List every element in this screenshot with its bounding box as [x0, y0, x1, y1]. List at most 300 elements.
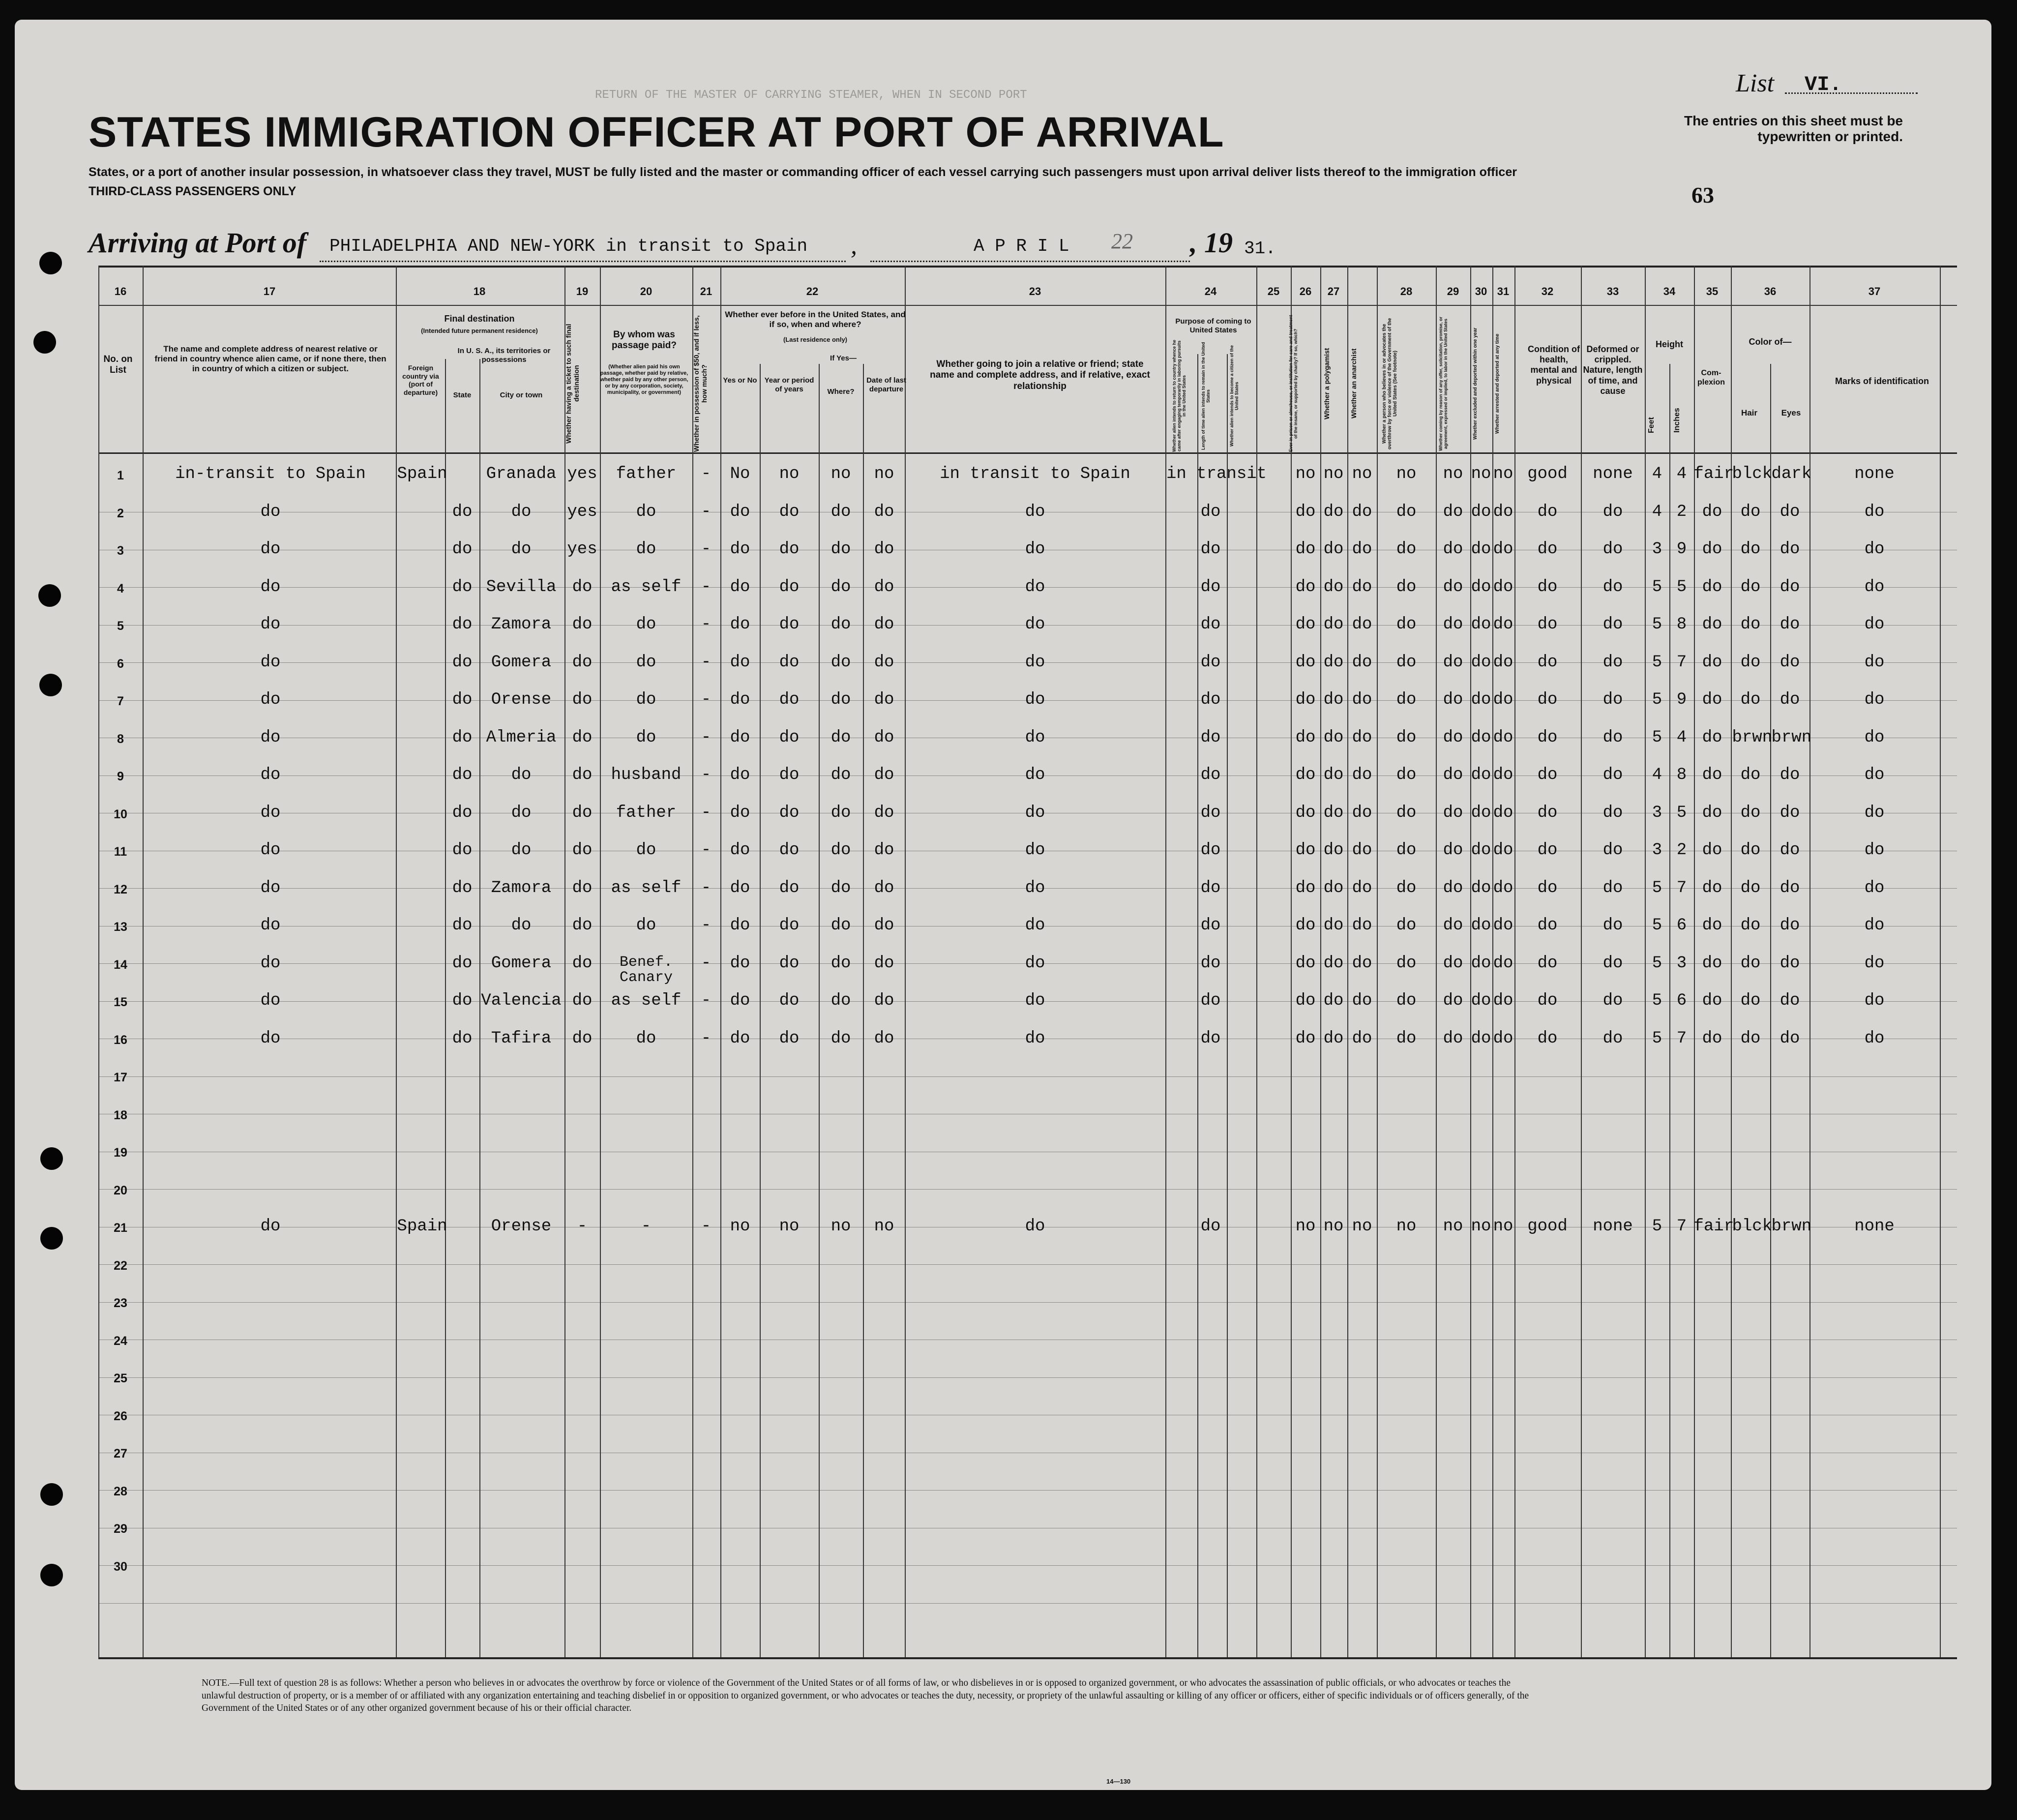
cell-feet: 3	[1652, 540, 1662, 559]
cell-q31: do	[1493, 577, 1513, 597]
cell-where: do	[831, 1029, 851, 1048]
cell-hair: do	[1740, 690, 1761, 709]
cell-cond: do	[1537, 728, 1558, 747]
column-number: 25	[1267, 285, 1280, 298]
page-title: STATES IMMIGRATION OFFICER AT PORT OF ARRIVAL	[89, 109, 1224, 156]
cell-date: do	[874, 653, 894, 672]
cell-eyes: do	[1780, 577, 1800, 597]
cell-deformed: do	[1602, 991, 1623, 1010]
cell-paid: do	[636, 653, 656, 672]
cell-marks: none	[1854, 1217, 1895, 1236]
cell-eyes: do	[1780, 540, 1800, 559]
cell-marks: do	[1864, 841, 1885, 860]
cell-paid: do	[636, 916, 656, 935]
cell-yesno: do	[730, 502, 750, 521]
cell-feet: 5	[1652, 1029, 1662, 1048]
cell-q27: do	[1352, 577, 1372, 597]
cell-paid: -	[641, 1217, 652, 1236]
cell-feet: 5	[1652, 728, 1662, 747]
cell-relative: do	[260, 878, 281, 897]
cell-join: do	[1025, 841, 1045, 860]
cell-inches: 8	[1676, 615, 1687, 634]
cell-compl: do	[1702, 653, 1722, 672]
cell-where: do	[831, 653, 851, 672]
cell-q27: no	[1352, 1217, 1372, 1236]
cell-q28: do	[1396, 615, 1417, 634]
cell-hair: do	[1740, 502, 1761, 521]
row-number: 10	[114, 807, 127, 821]
cell-q29: do	[1443, 991, 1463, 1010]
cell-q31: do	[1493, 653, 1513, 672]
cell-fifty: -	[701, 728, 712, 747]
cell-join: do	[1025, 991, 1045, 1010]
cell-q26: do	[1323, 991, 1344, 1010]
header-purpose-b: Length of time alien intends to remain in the United States	[1201, 342, 1211, 450]
cell-eyes: do	[1780, 502, 1800, 521]
cell-relative: do	[260, 615, 281, 634]
cell-q28: do	[1396, 690, 1417, 709]
cell-feet: 4	[1652, 766, 1662, 784]
cell-q27: do	[1352, 690, 1372, 709]
binder-hole	[40, 1227, 63, 1250]
cell-ticket: do	[572, 577, 593, 597]
cell-q25: no	[1295, 465, 1316, 483]
cell-years: do	[779, 803, 800, 822]
cell-years: do	[779, 728, 800, 747]
cell-marks: do	[1864, 502, 1885, 521]
comma: ,	[851, 232, 857, 260]
cell-q27: do	[1352, 916, 1372, 935]
cell-yesno: No	[730, 465, 750, 483]
cell-q25: do	[1295, 540, 1316, 559]
header-q29: Whether coming by reason of any offer, solicitation, promise, or agreement, expressed or implied, to labor in the United States	[1438, 316, 1448, 451]
cell-hair: do	[1740, 803, 1761, 822]
cell-q30: do	[1471, 878, 1491, 897]
column-number-rule	[98, 305, 1957, 306]
cell-relative: do	[260, 577, 281, 597]
cell-ticket: yes	[567, 502, 597, 521]
cell-q28: do	[1396, 954, 1417, 973]
cell-fifty: -	[701, 465, 712, 483]
cell-years: do	[779, 540, 800, 559]
header-purpose: Purpose of coming to United States	[1175, 317, 1251, 334]
cell-deformed: do	[1602, 1029, 1623, 1048]
cell-q27: do	[1352, 954, 1372, 973]
cell-q29: do	[1443, 954, 1463, 973]
cell-inches: 7	[1676, 878, 1687, 897]
cell-city: do	[511, 803, 532, 822]
cell-years: do	[779, 577, 800, 597]
cell-q29: do	[1443, 615, 1463, 634]
cell-q29: do	[1443, 540, 1463, 559]
cell-q28: do	[1396, 653, 1417, 672]
column-rule	[1940, 266, 1941, 1657]
cell-years: do	[779, 690, 800, 709]
cell-cond: do	[1537, 1029, 1558, 1048]
cell-hair: do	[1740, 954, 1761, 973]
cell-cond: good	[1527, 1217, 1568, 1236]
row-number: 28	[114, 1484, 127, 1498]
cell-deformed: do	[1602, 653, 1623, 672]
row-number: 25	[114, 1372, 127, 1385]
cell-feet: 5	[1652, 954, 1662, 973]
cell-yesno: do	[730, 954, 750, 973]
cell-eyes: do	[1780, 916, 1800, 935]
column-number: 26	[1299, 285, 1312, 298]
cell-ticket: do	[572, 615, 593, 634]
cell-q29: do	[1443, 841, 1463, 860]
cell-yesno: do	[730, 653, 750, 672]
row-number: 17	[114, 1071, 127, 1084]
cell-where: do	[831, 766, 851, 784]
cell-marks: do	[1864, 916, 1885, 935]
cell-hair: do	[1740, 1029, 1761, 1048]
row-number: 8	[117, 732, 124, 746]
cell-q30: do	[1471, 577, 1491, 597]
cell-relative: do	[260, 690, 281, 709]
cell-city: Granada	[486, 465, 557, 483]
cell-date: do	[874, 916, 894, 935]
cell-q29: do	[1443, 766, 1463, 784]
footnote-question-28: NOTE.—Full text of question 28 is as follows: Whether a person who believes in or advocates the overthrow by force or violence of the Government of the United States or of all forms of law, or who disbelieves in or is opposed to organized government, or who advocates the assassination of public officials, or who advocates or teaches the unlawful destruction of property, or is a member of or affiliated with any organization entertaining and teaching disbelief in or opposition to organized government, or who advocates or teaches the duty, necessity, or propriety of the unlawful assaulting or killing of any officer or officers, either of specific individuals or of officers generally, of the Government of the United States or of any other organized government because of his or their official character.	[202, 1678, 1529, 1714]
header-inches: Inches	[1673, 408, 1681, 433]
cell-inches: 3	[1676, 954, 1687, 973]
binder-hole	[40, 1147, 63, 1170]
column-number: 22	[806, 285, 819, 298]
cell-p24: do	[1200, 878, 1221, 897]
cell-q30: do	[1471, 916, 1491, 935]
header-condition: Condition of health, mental and physical	[1528, 344, 1580, 386]
row-rule	[98, 1377, 1957, 1378]
cell-fifty: -	[701, 502, 712, 521]
cell-city: do	[511, 766, 532, 784]
header-relative: The name and complete address of nearest relative or friend in country whence alien came, or if none there, then in country of which a citizen or subject.	[154, 344, 386, 374]
year-suffix: 31.	[1244, 239, 1276, 259]
header-fifty-dollars: Whether in possession of $50, and if less, how much?	[692, 315, 708, 452]
cell-deformed: none	[1593, 1217, 1633, 1236]
row-number: 19	[114, 1146, 127, 1160]
cell-join: do	[1025, 540, 1045, 559]
cell-q26: do	[1323, 615, 1344, 634]
row-number: 2	[117, 506, 124, 520]
cell-q31: do	[1493, 540, 1513, 559]
cell-feet: 5	[1652, 615, 1662, 634]
cell-cond: do	[1537, 690, 1558, 709]
cell-date: do	[874, 502, 894, 521]
column-rule	[692, 266, 693, 1657]
cell-q30: do	[1471, 728, 1491, 747]
port-underline	[320, 261, 846, 262]
cell-cond: good	[1527, 465, 1568, 483]
cell-yesno: do	[730, 540, 750, 559]
cell-relative: do	[260, 916, 281, 935]
cell-feet: 5	[1652, 690, 1662, 709]
cell-eyes: do	[1780, 1029, 1800, 1048]
cell-state: do	[452, 728, 473, 747]
header-complexion: Com- plexion	[1697, 369, 1725, 387]
cell-compl: do	[1702, 615, 1722, 634]
cell-q25: do	[1295, 653, 1316, 672]
cell-state: do	[452, 653, 473, 672]
header-q30: Whether excluded and deported within one year	[1473, 328, 1478, 440]
header-before-us-note: (Last residence only)	[783, 336, 848, 343]
cell-q25: do	[1295, 878, 1316, 897]
cell-q25: do	[1295, 916, 1316, 935]
cell-q28: do	[1396, 766, 1417, 784]
row-number: 9	[117, 770, 124, 783]
cell-q25: do	[1295, 803, 1316, 822]
cell-paid: husband	[611, 766, 682, 784]
cell-q26: no	[1323, 1217, 1344, 1236]
cell-q31: no	[1493, 1217, 1513, 1236]
cell-p24: do	[1200, 728, 1221, 747]
row-number: 20	[114, 1183, 127, 1197]
cell-yesno: do	[730, 1029, 750, 1048]
cell-compl: do	[1702, 878, 1722, 897]
cell-cond: do	[1537, 615, 1558, 634]
cell-yesno: no	[730, 1217, 750, 1236]
cell-paid: do	[636, 728, 656, 747]
header-city: City or town	[500, 391, 543, 399]
cell-state: do	[452, 766, 473, 784]
cell-cond: do	[1537, 577, 1558, 597]
cell-q30: do	[1471, 502, 1491, 521]
cell-fifty: -	[701, 803, 712, 822]
cell-date: do	[874, 690, 894, 709]
list-underline	[1785, 92, 1918, 94]
cell-q31: do	[1493, 878, 1513, 897]
cell-inches: 2	[1676, 841, 1687, 860]
header-deformed: Deformed or crippled. Nature, length of time, and cause	[1583, 344, 1643, 396]
cell-where: do	[831, 841, 851, 860]
header-years: Year or period of years	[764, 376, 814, 393]
cell-q29: do	[1443, 1029, 1463, 1048]
subcolumn-rule	[1770, 364, 1771, 1657]
cell-where: no	[831, 465, 851, 483]
cell-q28: do	[1396, 728, 1417, 747]
cell-q31: do	[1493, 1029, 1513, 1048]
cell-fifty: -	[701, 916, 712, 935]
cell-yesno: do	[730, 615, 750, 634]
cell-ticket: do	[572, 766, 593, 784]
cell-compl: do	[1702, 1029, 1722, 1048]
cell-compl: do	[1702, 540, 1722, 559]
cell-q26: do	[1323, 690, 1344, 709]
cell-q28: do	[1396, 878, 1417, 897]
cell-state: do	[452, 991, 473, 1010]
cell-ticket: do	[572, 653, 593, 672]
cell-hair: brwn	[1732, 728, 1773, 747]
cell-where: no	[831, 1217, 851, 1236]
cell-date: no	[874, 465, 894, 483]
cell-q28: do	[1396, 803, 1417, 822]
cell-date: do	[874, 728, 894, 747]
cell-q27: do	[1352, 991, 1372, 1010]
cell-deformed: do	[1602, 577, 1623, 597]
cell-feet: 5	[1652, 916, 1662, 935]
cell-date: do	[874, 878, 894, 897]
cell-paid: father	[616, 803, 677, 822]
form-code: 14—130	[1106, 1778, 1131, 1785]
cell-q29: do	[1443, 502, 1463, 521]
subcolumn-rule	[863, 364, 864, 1657]
row-rule	[98, 1302, 1957, 1303]
cell-relative: do	[260, 1029, 281, 1048]
cell-fifty: -	[701, 991, 712, 1010]
cell-q31: do	[1493, 991, 1513, 1010]
column-number: 23	[1029, 285, 1041, 298]
cell-city: Tafira	[491, 1029, 552, 1048]
header-ticket: Whether having a ticket to such final destination	[564, 324, 580, 444]
cell-q29: do	[1443, 916, 1463, 935]
row-number: 18	[114, 1108, 127, 1122]
cell-marks: do	[1864, 540, 1885, 559]
cell-eyes: do	[1780, 991, 1800, 1010]
header-bottom-rule	[98, 452, 1957, 454]
column-number: 35	[1706, 285, 1719, 298]
cell-eyes: do	[1780, 954, 1800, 973]
class-label: THIRD-CLASS PASSENGERS ONLY	[89, 184, 297, 198]
cell-marks: do	[1864, 615, 1885, 634]
cell-deformed: do	[1602, 841, 1623, 860]
cell-hair: blck	[1732, 1217, 1773, 1236]
cell-fifty: -	[701, 841, 712, 860]
cell-q31: do	[1493, 502, 1513, 521]
month-value: A P R I L	[974, 236, 1069, 256]
list-value: VI.	[1805, 73, 1842, 96]
cell-hair: do	[1740, 841, 1761, 860]
cell-compl: do	[1702, 728, 1722, 747]
cell-relative: in-transit to Spain	[175, 465, 366, 483]
header-yes-no: Yes or No	[723, 376, 757, 385]
cell-q26: do	[1323, 653, 1344, 672]
row-number: 12	[114, 882, 127, 896]
cell-feet: 4	[1652, 465, 1662, 483]
header-if-yes: If Yes—	[830, 354, 857, 362]
column-number: 28	[1400, 285, 1413, 298]
form-instructions: States, or a port of another insular possession, in whatsoever class they travel, MUST be fully listed and the master or commanding officer of each vessel carrying such passengers must upon arrival deliver lists thereof to the immigration officer	[89, 165, 1517, 179]
cell-compl: fair	[1693, 1217, 1734, 1236]
row-rule	[98, 1603, 1957, 1604]
header-foreign-country: Foreign country via (port of departure)	[402, 364, 439, 396]
header-passage-note: (Whether alien paid his own passage, whether paid by relative, whether paid by any other person, or by any corporation, society, municipality, or government)	[600, 364, 688, 395]
cell-q30: do	[1471, 1029, 1491, 1048]
header-feet: Feet	[1647, 417, 1656, 434]
cell-q25: do	[1295, 502, 1316, 521]
cell-ticket: do	[572, 1029, 593, 1048]
cell-fifty: -	[701, 690, 712, 709]
cell-paid: do	[636, 502, 656, 521]
cell-deformed: do	[1602, 878, 1623, 897]
cell-marks: do	[1864, 653, 1885, 672]
row-number: 29	[114, 1522, 127, 1536]
cell-yesno: do	[730, 728, 750, 747]
cell-inches: 7	[1676, 1029, 1687, 1048]
cell-q27: do	[1352, 841, 1372, 860]
row-number: 4	[117, 581, 124, 596]
cell-years: do	[779, 841, 800, 860]
cell-city: Orense	[491, 690, 552, 709]
cell-join: do	[1025, 1217, 1045, 1236]
cell-marks: do	[1864, 1029, 1885, 1048]
cell-city: Almeria	[486, 728, 557, 747]
cell-deformed: do	[1602, 615, 1623, 634]
row-rule	[98, 1264, 1957, 1265]
column-number: 18	[473, 285, 486, 298]
cell-p24: do	[1200, 653, 1221, 672]
cell-foreign: Spain	[397, 1217, 447, 1236]
cell-p24: do	[1200, 1217, 1221, 1236]
cell-fifty: -	[701, 766, 712, 784]
cell-date: do	[874, 615, 894, 634]
cell-q30: do	[1471, 803, 1491, 822]
cell-inches: 5	[1676, 577, 1687, 597]
cell-cond: do	[1537, 653, 1558, 672]
cell-join: do	[1025, 916, 1045, 935]
cell-date: do	[874, 766, 894, 784]
row-rule	[98, 1189, 1957, 1190]
cell-date: do	[874, 540, 894, 559]
cell-deformed: do	[1602, 766, 1623, 784]
cell-compl: do	[1702, 766, 1722, 784]
cell-q29: do	[1443, 653, 1463, 672]
cell-fifty: -	[701, 653, 712, 672]
cell-p24: do	[1200, 954, 1221, 973]
cell-cond: do	[1537, 540, 1558, 559]
header-before-us: Whether ever before in the United States, and if so, when and where?	[725, 310, 906, 329]
column-number: 32	[1541, 285, 1554, 298]
column-number: 37	[1868, 285, 1881, 298]
cell-hair: do	[1740, 615, 1761, 634]
cell-where: do	[831, 991, 851, 1010]
header-marks: Marks of identification	[1835, 376, 1929, 386]
cell-inches: 7	[1676, 653, 1687, 672]
binder-hole	[39, 674, 62, 696]
cell-years: no	[779, 465, 800, 483]
cell-fifty: -	[701, 954, 712, 973]
cell-city: Zamora	[491, 615, 552, 634]
cell-where: do	[831, 615, 851, 634]
header-date-departure: Date of last departure	[866, 376, 906, 393]
cell-years: do	[779, 954, 800, 973]
cell-city: Gomera	[491, 653, 552, 672]
cell-q26: do	[1323, 878, 1344, 897]
cell-q28: do	[1396, 502, 1417, 521]
cell-q25: do	[1295, 690, 1316, 709]
cell-q30: do	[1471, 690, 1491, 709]
cell-ticket: yes	[567, 465, 597, 483]
cell-inches: 9	[1676, 540, 1687, 559]
cell-q31: do	[1493, 690, 1513, 709]
cell-state: do	[452, 577, 473, 597]
column-number: 17	[263, 285, 276, 298]
row-number: 30	[114, 1559, 127, 1574]
cell-eyes: do	[1780, 878, 1800, 897]
row-number: 5	[117, 619, 124, 633]
cell-fifty: -	[701, 1029, 712, 1048]
cell-where: do	[831, 803, 851, 822]
cell-q29: no	[1443, 1217, 1463, 1236]
cell-q25: do	[1295, 728, 1316, 747]
date-underline	[870, 261, 1190, 262]
header-passage-paid: By whom was passage paid?	[612, 329, 677, 351]
cell-years: do	[779, 615, 800, 634]
cell-hair: blck	[1732, 465, 1773, 483]
cell-p24: do	[1200, 615, 1221, 634]
cell-q31: do	[1493, 803, 1513, 822]
binder-hole	[40, 1483, 63, 1506]
cell-deformed: do	[1602, 954, 1623, 973]
